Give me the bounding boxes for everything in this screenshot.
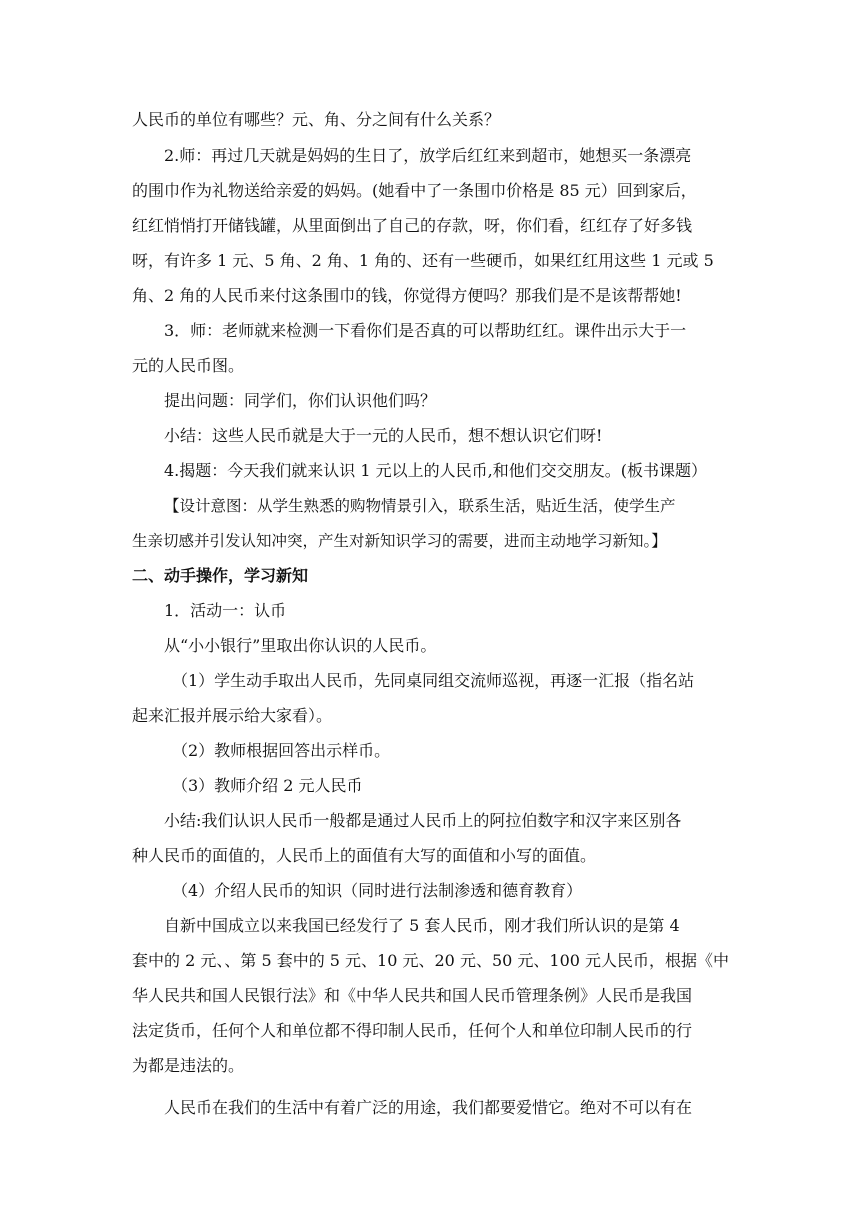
design-intent-text: 【设计意图：从学生熟悉的购物情景引入，联系生活，贴近生活，使学生产	[164, 497, 676, 515]
text-line: （4）介绍人民币的知识（同时进行法制渗透和德育教育）	[172, 881, 583, 900]
text-line: 起来汇报并展示给大家看）。	[132, 706, 333, 725]
text-line: 自新中国成立以来我国已经发行了 5 套人民币，刚才我们所认识的是第 4	[164, 916, 680, 935]
text-line: 3．师：老师就来检测一下看你们是否真的可以帮助红红。课件出示大于一	[164, 321, 687, 340]
text-line: 元的人民币图。	[132, 356, 245, 375]
text-line: 人民币在我们的生活中有着广泛的用途，我们都要爱惜它。绝对不可以有在	[164, 1098, 693, 1117]
text-line: 2.师：再过几天就是妈妈的生日了，放学后红红来到超市，她想买一条漂亮	[164, 146, 692, 165]
design-intent-text: 生亲切感并引发认知冲突，产生对新知识学习的需要，进而主动地学习新知。】	[132, 532, 667, 550]
text-line: （1）学生动手取出人民币，先同桌同组交流师巡视，再逐一汇报（指名站	[172, 671, 695, 690]
text-line: 的围巾作为礼物送给亲爱的妈妈。(她看中了一条围巾价格是 85 元）回到家后，	[132, 181, 697, 200]
text-line: 提出问题：同学们，你们认识他们吗？	[164, 391, 437, 410]
text-line: 套中的 2 元、、第 5 套中的 5 元、10 元、20 元、50 元、100 元人民币，根据《中	[132, 951, 730, 970]
text-line: 呀，有许多 1 元、5 角、2 角、1 角的、还有一些硬币，如果红红用这些 1 元或 5	[132, 251, 714, 270]
text-line: 种人民币的面值的，人民币上的面值有大写的面值和小写的面值。	[132, 846, 597, 865]
text-line: 1．活动一：认币	[164, 601, 287, 620]
text-line: 小结:我们认识人民币一般都是通过人民币上的阿拉伯数字和汉字来区别各	[164, 811, 682, 830]
text-line: 小结：这些人民币就是大于一元的人民币，想不想认识它们呀!	[164, 426, 603, 445]
text-line: 为都是违法的。	[132, 1056, 245, 1075]
text-line: 红红悄悄打开储钱罐，从里面倒出了自己的存款，呀，你们看，红红存了好多钱	[132, 216, 693, 235]
text-line: 4.揭题：今天我们就来认识 1 元以上的人民币,和他们交交朋友。(板书课题）	[164, 461, 707, 480]
text-line: 法定货币，任何个人和单位都不得印制人民币，任何个人和单位印制人民币的行	[132, 1021, 693, 1040]
text-line: （3）教师介绍 2 元人民币	[172, 776, 363, 795]
section-heading: 二、动手操作，学习新知	[132, 566, 309, 585]
text-line: （2）教师根据回答出示样币。	[172, 741, 391, 760]
text-line: 角、2 角的人民币来付这条围巾的钱，你觉得方便吗？那我们是不是该帮帮她!	[132, 286, 682, 305]
text-line: 华人民共和国人民银行法》和《中华人民共和国人民币管理条例》人民币是我国	[132, 986, 693, 1005]
text-line: 人民币的单位有哪些？元、角、分之间有什么关系？	[132, 110, 501, 129]
text-line: 从“小小银行”里取出你认识的人民币。	[164, 636, 437, 655]
